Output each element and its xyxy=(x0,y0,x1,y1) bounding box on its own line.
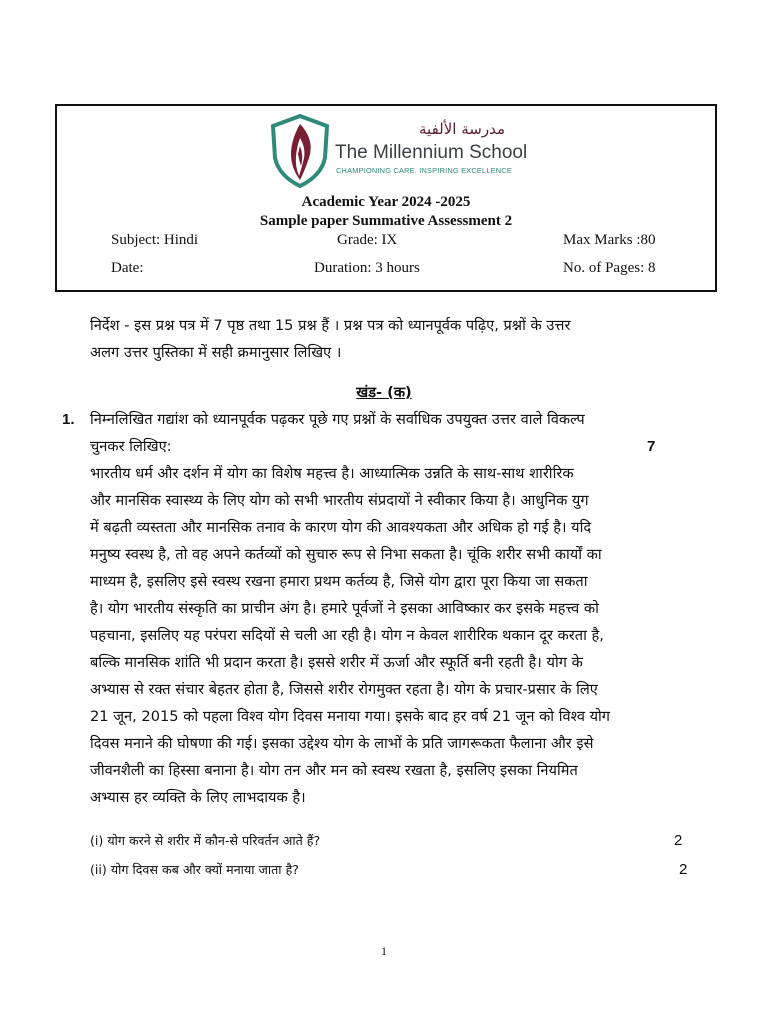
passage-line: है। योग भारतीय संस्कृति का प्राचीन अंग है। हमारे पूर्वजों ने इसका आविष्कार कर इसके महत्त्व को xyxy=(90,600,599,617)
question-prompt-line-1: निम्नलिखित गद्यांश को ध्यानपूर्वक पढ़कर पूछे गए प्रश्नों के सर्वाधिक उपयुक्त उत्तर वाले विकल्प xyxy=(90,411,585,428)
pages-label: No. of Pages: 8 xyxy=(563,260,656,276)
school-name: The Millennium School xyxy=(335,142,528,163)
duration-label: Duration: 3 hours xyxy=(314,260,420,276)
passage-line: और मानसिक स्वास्थ्य के लिए योग को सभी भारतीय संप्रदायों ने स्वीकार किया है। आधुनिक युग xyxy=(90,492,589,509)
school-crest-icon xyxy=(269,114,331,188)
max-marks-label: Max Marks :80 xyxy=(563,232,656,248)
subquestion-1: (i) योग करने से शरीर में कौन-से परिवर्तन आते हैं? xyxy=(90,833,321,848)
passage-line: जीवनशैली का हिस्सा बनाना है। योग तन और मन को स्वस्थ रखता है, इसलिए इसका नियमित xyxy=(90,762,578,779)
passage-line: में बढ़ती व्यस्तता और मानसिक तनाव के कारण योग की आवश्यकता और अधिक हो गई है। यदि xyxy=(90,519,592,536)
school-arabic-name: مدرسة الألفية xyxy=(419,120,505,138)
subquestion-2: (ii) योग दिवस कब और क्यों मनाया जाता है? xyxy=(90,862,299,877)
school-tagline: CHAMPIONING CARE. INSPIRING EXCELLENCE xyxy=(336,166,512,175)
passage-line: मनुष्य स्वस्थ है, तो वह अपने कर्तव्यों को सुचारु रूप से निभा सकता है। चूंकि शरीर सभी कार्यों का xyxy=(90,546,602,563)
header-box xyxy=(55,104,717,292)
paper-title: Sample paper Summative Assessment 2 xyxy=(259,213,513,229)
instructions-line-1: निर्देश - इस प्रश्न पत्र में 7 पृष्ठ तथा 15 प्रश्न हैं । प्रश्न पत्र को ध्यानपूर्वक पढ़िए, प्रश्नों के उत्तर xyxy=(90,317,571,334)
passage-line: दिवस मनाने की घोषणा की गई। इसका उद्देश्य योग के लाभों के प्रति जागरूकता फैलाना और इसे xyxy=(90,735,594,752)
subquestion-1-marks: 2 xyxy=(674,832,683,849)
passage-line: पहचाना, इसलिए यह परंपरा सदियों से चली आ रही है। योग न केवल शारीरिक थकान दूर करता है, xyxy=(90,627,604,644)
page-number: 1 xyxy=(381,944,387,958)
subject-label: Subject: Hindi xyxy=(111,232,199,248)
academic-year: Academic Year 2024 -2025 xyxy=(301,194,471,210)
grade-label: Grade: IX xyxy=(337,232,398,248)
passage-line: भारतीय धर्म और दर्शन में योग का विशेष महत्त्व है। आध्यात्मिक उन्नति के साथ-साथ शारीरिक xyxy=(90,465,574,482)
passage-line: बल्कि मानसिक शांति भी प्रदान करता है। इससे शरीर में ऊर्जा और स्फूर्ति बनी रहती है। योग के xyxy=(90,654,583,671)
passage-line: अभ्यास हर व्यक्ति के लिए लाभदायक है। xyxy=(90,789,306,806)
passage-line: 21 जून, 2015 को पहला विश्व योग दिवस मनाया गया। इसके बाद हर वर्ष 21 जून को विश्व योग xyxy=(90,708,611,725)
section-heading: खंड- (क) xyxy=(356,384,412,401)
subquestion-2-marks: 2 xyxy=(679,861,688,878)
passage-line: अभ्यास से रक्त संचार बेहतर होता है, जिससे शरीर रोगमुक्त रहता है। योग के प्रचार-प्रसार के लिए xyxy=(90,681,598,698)
passage-line: माध्यम है, इसलिए इसे स्वस्थ रखना हमारा प्रथम कर्तव्य है, जिसे योग द्वारा पूरा किया जा सकता xyxy=(90,573,588,590)
instructions-line-2: अलग उत्तर पुस्तिका में सही क्रमानुसार लिखिए । xyxy=(90,344,342,361)
question-prompt-line-2: चुनकर लिखिए: xyxy=(90,438,172,455)
question-marks: 7 xyxy=(647,438,656,455)
question-number: 1. xyxy=(62,411,75,428)
date-label: Date: xyxy=(111,260,144,276)
